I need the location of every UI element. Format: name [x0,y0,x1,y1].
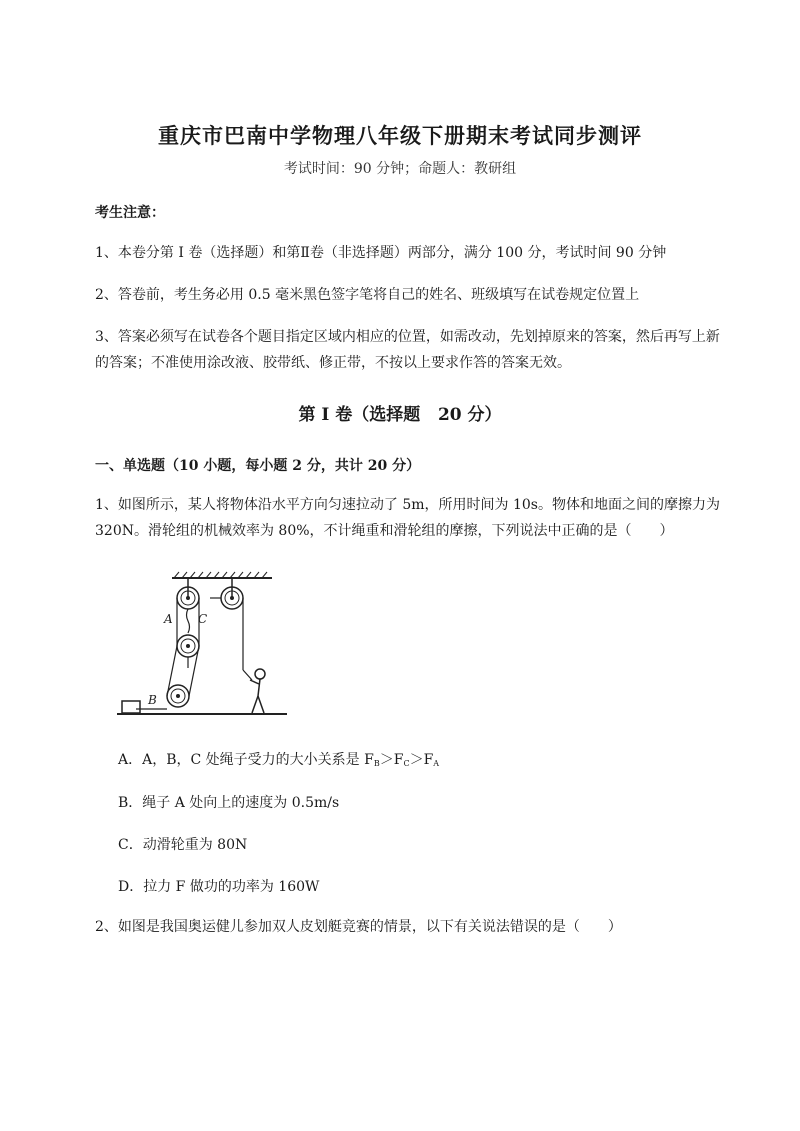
page-title: 重庆市巴南中学物理八年级下册期末考试同步测评 [158,123,642,148]
option-a-relation: ＞F [379,752,404,768]
label-c: C [198,612,208,626]
option-a [118,750,439,774]
person [250,669,265,713]
subscript-b: B [373,759,380,768]
middle-pulley [177,635,199,657]
note-item: 2、答卷前，考生务必用 0.5 毫米黑色签字笔将自己的姓名、班级填写在试卷规定位置上 [95,287,640,303]
option-b: B．绳子 A 处向上的速度为 0.5m/s [118,795,340,811]
label-a: A [164,612,173,626]
option-c: C．动滑轮重为 80N [118,837,248,853]
exam-info: 考试时间：90 分钟；命题人：教研组 [283,161,517,177]
note-item: 3、答案必须写在试卷各个题目指定区域内相应的位置，如需改动，先划掉原来的答案，然后再写上新的答案；不准使用涂改液、胶带纸、修正带，不按以上要求作答的答案无效。 [95,329,720,371]
note-item: 1、本卷分第 I 卷（选择题）和第Ⅱ卷（非选择题）两部分，满分 100 分，考试时间 90 分钟 [95,245,667,261]
option-a-relation: ＞F [409,752,434,768]
option-a-text: A．A，B，C 处绳子受力的大小关系是 F [118,752,374,768]
subscript-a: A [433,759,440,768]
question-1-stem: 1、如图所示，某人将物体沿水平方向匀速拉动了 5m，所用时间为 10s。物体和地面之间的摩擦力为 320N。滑轮组的机械效率为 80%，不计绳重和滑轮组的摩擦，下列说法中正确的是（ ） [95,497,720,539]
pulley-diagram [112,568,297,723]
block [122,701,140,713]
movable-pulley [167,685,189,707]
option-d: D．拉力 F 做功的功率为 160W [118,879,320,895]
subscript-c: C [403,759,410,768]
label-b: B [148,693,157,707]
question-2-stem: 2、如图是我国奥运健儿参加双人皮划艇竞赛的情景，以下有关说法错误的是（ ） [95,919,622,935]
notes-heading: 考生注意： [95,205,165,221]
section-title: 第 I 卷（选择题 20 分） [298,405,502,425]
part-heading: 一、单选题（10 小题，每小题 2 分，共计 20 分） [95,458,421,474]
